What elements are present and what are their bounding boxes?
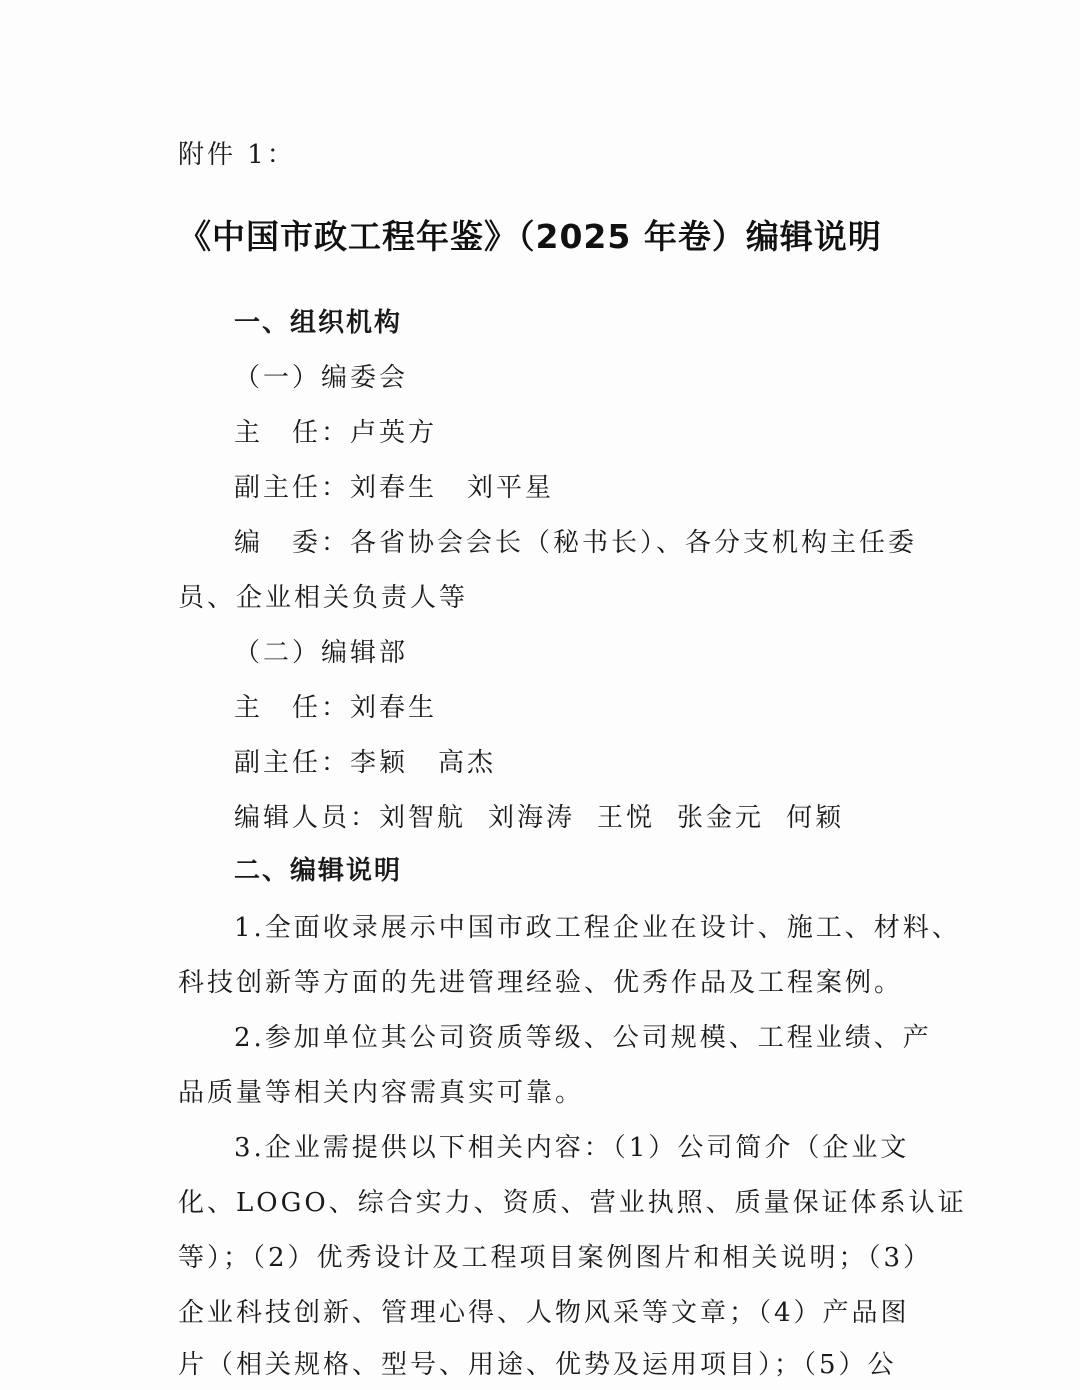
document-title: 《中国市政工程年鉴》（2025 年卷）编辑说明 bbox=[178, 217, 882, 256]
staff-member: 刘海涛 bbox=[488, 803, 576, 833]
staff-member: 王悦 bbox=[597, 803, 656, 833]
committee-deputy-second: 刘平星 bbox=[467, 473, 555, 503]
item-3-line5: 片（相关规格、型号、用途、优势及运用项目）；（5）公 bbox=[178, 1350, 897, 1380]
section-2-heading: 二、编辑说明 bbox=[234, 856, 403, 886]
committee-deputy-label: 副主任：刘春生 bbox=[234, 473, 438, 503]
editorial-staff bbox=[234, 805, 844, 831]
staff-member: 何颖 bbox=[786, 803, 845, 833]
item-2-line2: 品质量等相关内容需真实可靠。 bbox=[178, 1078, 585, 1108]
editorial-subheading: （二）编辑部 bbox=[234, 638, 409, 668]
committee-deputy bbox=[234, 475, 554, 501]
item-3-line3: 等）；（2）优秀设计及工程项目案例图片和相关说明；（3） bbox=[178, 1243, 933, 1273]
item-2-line1: 2.参加单位其公司资质等级、公司规模、工程业绩、产 bbox=[234, 1023, 932, 1053]
committee-subheading: （一）编委会 bbox=[234, 363, 409, 393]
editorial-deputy-label: 副主任：李颖 bbox=[234, 748, 409, 778]
editorial-director: 主 任：刘春生 bbox=[234, 693, 438, 723]
committee-members-line2: 员、企业相关负责人等 bbox=[178, 583, 469, 613]
staff-member: 张金元 bbox=[677, 803, 765, 833]
committee-members-line1: 编 委：各省协会会长（秘书长）、各分支机构主任委 bbox=[234, 528, 918, 558]
editorial-deputy-second: 高杰 bbox=[438, 748, 497, 778]
attachment-label: 附件 1： bbox=[178, 140, 296, 170]
section-1-heading: 一、组织机构 bbox=[234, 308, 403, 338]
editorial-staff-label: 编辑人员：刘智航 bbox=[234, 803, 467, 833]
item-3-line1: 3.企业需提供以下相关内容：（1）公司简介（企业文 bbox=[234, 1133, 910, 1163]
item-3-line2: 化、LOGO、综合实力、资质、营业执照、质量保证体系认证 bbox=[178, 1188, 967, 1218]
editorial-deputy bbox=[234, 750, 496, 776]
committee-director: 主 任：卢英方 bbox=[234, 418, 438, 448]
item-1-line2: 科技创新等方面的先进管理经验、优秀作品及工程案例。 bbox=[178, 968, 904, 998]
item-1-line1: 1.全面收录展示中国市政工程企业在设计、施工、材料、 bbox=[234, 913, 961, 943]
item-3-line4: 企业科技创新、管理心得、人物风采等文章；（4）产品图 bbox=[178, 1298, 910, 1328]
